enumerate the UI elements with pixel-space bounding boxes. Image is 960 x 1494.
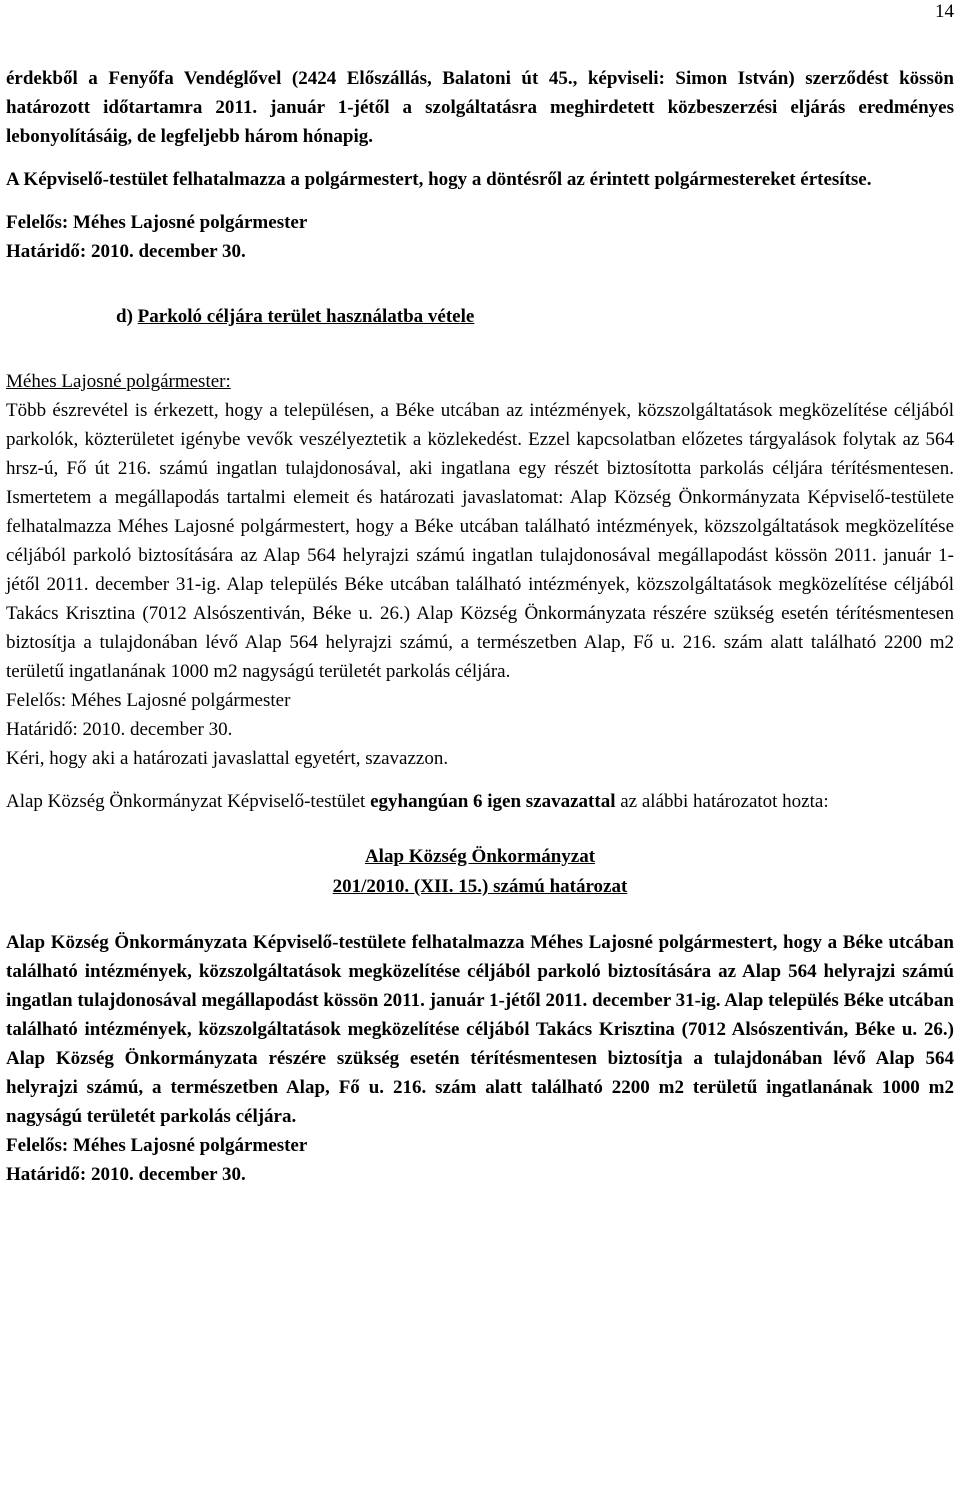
responsible-line-2: Felelős: Méhes Lajosné polgármester xyxy=(6,690,291,711)
vote-result-after: az alábbi határozatot hozta: xyxy=(615,791,829,812)
section-heading xyxy=(116,302,954,331)
resolution-title-line-1: Alap Község Önkormányzat xyxy=(364,846,596,867)
section-title: Parkoló céljára terület használatba vétele xyxy=(137,306,475,327)
deadline-line-1: Határidő: 2010. december 30. xyxy=(6,241,246,262)
speech-paragraph: Több észrevétel is érkezett, hogy a településen, a Béke utcában az intézmények, közszolgáltatások megközelítése céljából parkolók, közterületet igénybe vevők veszélyeztetik a közlekedést. Ezzel kapcsolatban előzetes tárgyalások folytak az 564 hrsz-ú, Fő út 216. számú ingatlan tulajdonosával, aki ingatlana egy részét biztosította parkolás céljára térítésmentesen. Ismertetem a megállapodás tartalmi elemeit és határozati javaslatomat: Alap Község Önkormányzata Képviselő-testülete felhatalmazza Méhes Lajosné polgármestert, hogy a Béke utcában található intézmények, közszolgáltatások megközelítése céljából parkoló biztosítására az Alap 564 helyrajzi számú ingatlan tulajdonosával megállapodást kössön 2011. január 1-jétől 2011. december 31-ig. Alap település Béke utcában található intézmények, közszolgáltatások megközelítése céljából Takács Krisztina (7012 Alsószentiván, Béke u. 26.) Alap Község Önkormányzata részére szükség esetén térítésmentesen biztosítja a tulajdonában lévő Alap 564 helyrajzi számú, a természetben Alap, Fő u. 216. szám alatt található 2200 m2 területű ingatlanának 1000 m2 nagyságú területét parkolás céljára. xyxy=(6,400,954,682)
speaker-label: Méhes Lajosné polgármester: xyxy=(6,371,231,392)
document-body xyxy=(6,64,954,1189)
section-prefix: d) xyxy=(116,306,133,327)
deadline-line-2: Határidő: 2010. december 30. xyxy=(6,719,233,740)
vote-result-before: Alap Község Önkormányzat Képviselő-testület xyxy=(6,791,371,812)
intro-paragraph: érdekből a Fenyőfa Vendéglővel (2424 Előszállás, Balatoni út 45., képviseli: Simon István) szerződést kössön határozott időtartamra 2011. január 1-jétől a szolgáltatásra meghirdetett közbeszerzési eljárás eredményes lebonyolításáig, de legfeljebb három hónapig. xyxy=(6,68,954,147)
resolution-responsible: Felelős: Méhes Lajosné polgármester xyxy=(6,1135,308,1156)
page-number: 14 xyxy=(935,1,954,22)
responsible-line-1: Felelős: Méhes Lajosné polgármester xyxy=(6,212,308,233)
resolution-title-line-2: 201/2010. (XII. 15.) számú határozat xyxy=(332,876,628,897)
vote-result-bold: egyhangúan 6 igen szavazattal xyxy=(370,791,616,812)
authorization-paragraph: A Képviselő-testület felhatalmazza a polgármestert, hogy a döntésről az érintett polgármestereket értesítse. xyxy=(6,169,872,190)
resolution-text: Alap Község Önkormányzata Képviselő-testülete felhatalmazza Méhes Lajosné polgármestert, hogy a Béke utcában található intézmények, közszolgáltatások megközelítése céljából parkoló biztosítására az Alap 564 helyrajzi számú ingatlan tulajdonosával megállapodást kössön 2011. január 1-jétől 2011. december 31-ig. Alap település Béke utcában található intézmények, közszolgáltatások megközelítése céljából Takács Krisztina (7012 Alsószentiván, Béke u. 26.) Alap Község Önkormányzata részére szükség esetén térítésmentesen biztosítja a tulajdonában lévő Alap 564 helyrajzi számú, a természetben Alap, Fő u. 216. szám alatt található 2200 m2 területű ingatlanának 1000 m2 nagyságú területét parkolás céljára. xyxy=(6,932,954,1127)
vote-request: Kéri, hogy aki a határozati javaslattal egyetért, szavazzon. xyxy=(6,748,449,769)
vote-result xyxy=(6,787,954,816)
resolution-deadline: Határidő: 2010. december 30. xyxy=(6,1164,246,1185)
